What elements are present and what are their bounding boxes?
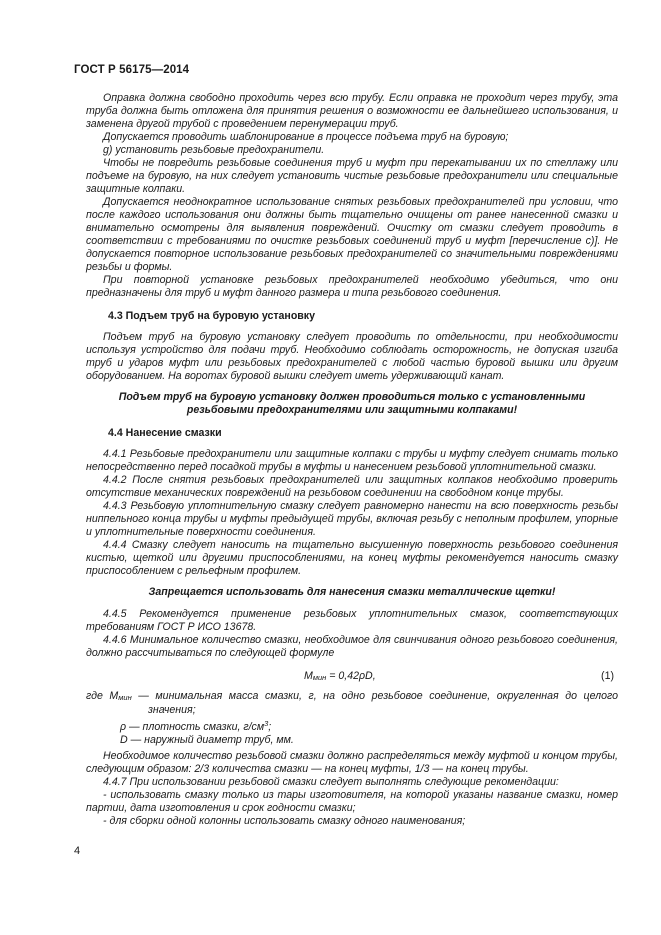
document-body — [86, 92, 618, 828]
warning-line: резьбовыми предохранителями или защитными колпаками! — [186, 404, 518, 416]
warning-note — [86, 391, 618, 417]
clause-4-4-6: 4.4.6 Минимальное количество смазки, необходимое для свинчивания одного резьбового соединения, должно рассчитываться по следующей формуле — [86, 634, 618, 659]
clause-4-4-7: 4.4.7 При использовании резьбовой смазки следует выполнять следующие рекомендации: — [103, 776, 559, 788]
warning-line: Подъем труб на буровую установку должен проводиться только с установленными — [118, 391, 586, 403]
clause-4-4-2: 4.4.2 После снятия резьбовых предохранителей или защитных колпаков необходимо проверить отсутствие механических повреждений на резьбовом соединении на свободном конце трубы. — [86, 474, 618, 499]
section-heading-4-3: 4.3 Подъем труб на буровую установку — [108, 310, 315, 322]
section-heading-4-4: 4.4 Нанесение смазки — [108, 427, 222, 439]
paragraph: Оправка должна свободно проходить через всю трубу. Если оправка не проходит через трубу, эта труба должна быть отложена для принятия решения о возможности ее дальнейшего использования, и заменена другой трубой с проведением перенумерации труб. — [86, 92, 618, 130]
formula-legend-d: D — наружный диаметр труб, мм. — [120, 734, 294, 746]
document-header: ГОСТ Р 56175—2014 — [74, 64, 190, 76]
clause-4-4-3: 4.4.3 Резьбовую уплотнительную смазку следует равномерно нанести на всю поверхность резьбы ниппельного конца трубы и муфты предыдущей трубы, включая резьбу с неполным профилем, упорные и уплотнительные поверхности соединения. — [86, 500, 618, 538]
warning-note: Запрещается использовать для нанесения смазки металлические щетки! — [148, 586, 556, 598]
paragraph: Допускается неоднократное использование снятых резьбовых предохранителей при условии, что после каждого использования они должны быть тщательно очищены от ранее нанесенной смазки и внимательно осмотрены для выявления повреждений. Очистку от смазки следует проводить в соответствии с требованиями по очистке резьбовых соединений труб и муфт [перечисление с)]. Не допускается повторное использование резьбовых предохранителей со значительными повреждениями резьбы и формы. — [86, 196, 618, 273]
formula-number: (1) — [601, 670, 614, 682]
paragraph: Допускается проводить шаблонирование в процессе подъема труб на буровую; — [103, 131, 509, 143]
paragraph: Необходимое количество резьбовой смазки должно распределяться между муфтой и концом трубы, следующим образом: 2/3 количества смазки — на конец муфты, 1/3 — на конец трубы. — [86, 750, 618, 775]
where-label-sub: мин — [118, 693, 132, 702]
where-label: где M — [86, 690, 119, 702]
formula-lhs-sub: мин — [312, 673, 327, 682]
formula-expression — [304, 670, 376, 684]
where-rho-end: ; — [268, 721, 272, 733]
list-item: - использовать смазку только из тары изготовителя, на которой указаны название смазки, номер партии, дата изготовления и срок годности смазки; — [86, 789, 618, 814]
formula-lhs: M — [304, 670, 313, 682]
paragraph: Подъем труб на буровую установку следует проводить по отдельности, при необходимости используя устройство для подачи труб. Необходимо соблюдать осторожность, не допуская изгиба труб и ударов муфт или резьбовых предохранителей с любой частью буровой вышки или другим оборудованием. На воротах буровой вышки следует иметь удерживающий канат. — [86, 331, 618, 382]
page-number: 4 — [74, 845, 81, 857]
clause-4-4-4: 4.4.4 Смазку следует наносить на тщательно высушенную поверхность резьбового соединения кистью, щеткой или другими приспособлениями, на конец муфты рекомендуется наносить смазку приспособлением с рельефным профилем. — [86, 539, 618, 577]
formula — [86, 670, 618, 686]
formula-legend-rho — [86, 717, 618, 734]
list-item: g) установить резьбовые предохранители. — [103, 144, 325, 156]
where-rho-text: ρ — плотность смазки, г/см — [120, 721, 265, 733]
clause-4-4-5: 4.4.5 Рекомендуется применение резьбовых уплотнительных смазок, соответствующих требованиям ГОСТ Р ИСО 13678. — [86, 608, 618, 633]
formula-rhs: = 0,42ρD, — [326, 670, 376, 682]
where-m-text: — минимальная масса смазки, г, на одно резьбовое соединение, округленная до целого значения; — [131, 690, 618, 716]
paragraph: Чтобы не повредить резьбовые соединения труб и муфт при перекатывании их по стеллажу или подъеме на буровую, на них следует установить чистые резьбовые предохранители или специальные защитные колпаки. — [86, 157, 618, 195]
formula-legend-m — [86, 690, 618, 717]
list-item: - для сборки одной колонны использовать смазку одного наименования; — [103, 815, 466, 827]
where-rho-sup: 3 — [264, 719, 269, 728]
paragraph: При повторной установке резьбовых предохранителей необходимо убедиться, что они предназначены для труб и муфт данного размера и типа резьбового соединения. — [86, 274, 618, 299]
clause-4-4-1: 4.4.1 Резьбовые предохранители или защитные колпаки с трубы и муфту следует снимать только непосредственно перед посадкой трубы в муфты и нанесением резьбовой уплотнительной смазки. — [86, 448, 618, 473]
